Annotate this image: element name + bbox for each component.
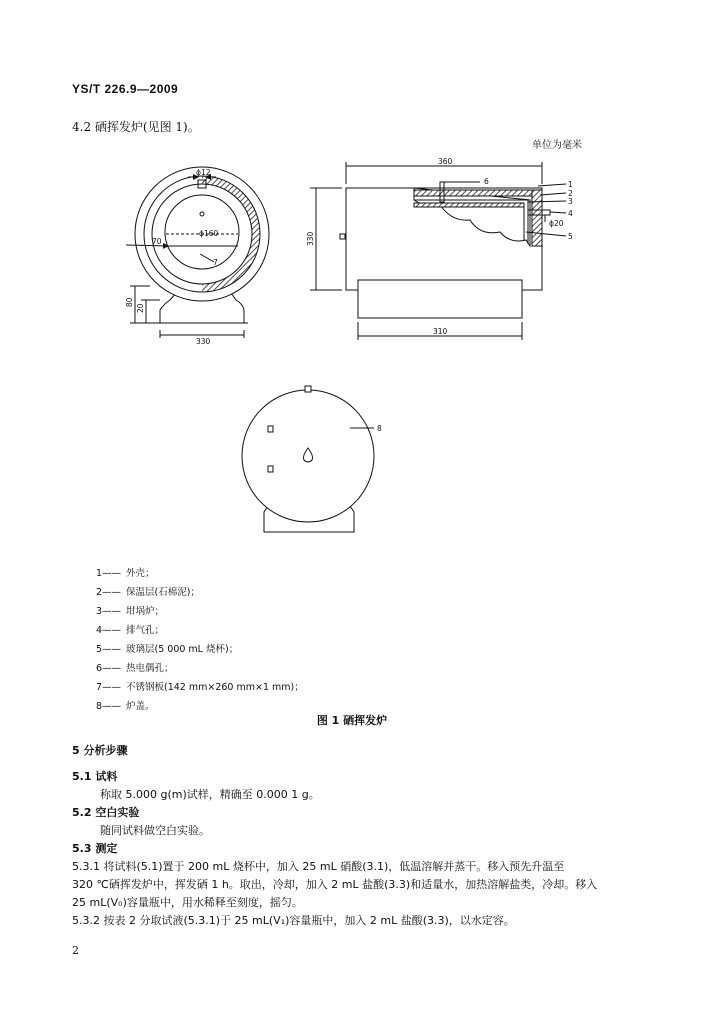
standard-number: YS/T 226.9—2009 bbox=[72, 82, 179, 96]
lid-view bbox=[242, 386, 374, 532]
legend-item: 5—— 玻璃层(5 000 mL 烧杯)； bbox=[96, 644, 239, 655]
legend-item: 7—— 不锈钢板(142 mm×260 mm×1 mm)； bbox=[96, 682, 304, 693]
section-5-3-1-line2: 320 ℃硒挥发炉中，挥发硒 1 h。取出，冷却，加入 2 mL 盐酸(3.3)和适量水，加热溶解盐类，冷却。移入 bbox=[72, 878, 598, 891]
callout-5: 5 bbox=[568, 232, 573, 241]
section-5-3-1-line1: 5.3.1 将试料(5.1)置于 200 mL 烧杯中，加入 25 mL 硝酸(3.1)，低温溶解并蒸干。移入预先升温至 bbox=[72, 860, 565, 873]
legend-item: 1—— 外壳； bbox=[96, 568, 155, 579]
callout-2: 2 bbox=[568, 189, 573, 198]
section-5-3-2-text: 5.3.2 按表 2 分取试液(5.3.1)于 25 mL(V₁)容量瓶中，加入 2 mL 盐酸(3.3)，以水定容。 bbox=[72, 914, 515, 927]
dim-310: 310 bbox=[433, 327, 448, 336]
legend-item: 8—— 炉盖。 bbox=[96, 701, 155, 712]
legend-item: 6—— 热电偶孔； bbox=[96, 663, 174, 674]
legend-item: 4—— 排气孔； bbox=[96, 625, 165, 636]
section-5-2-title: 5.2 空白实验 bbox=[72, 806, 140, 819]
callout-6: 6 bbox=[484, 177, 489, 186]
callout-3: 3 bbox=[568, 197, 573, 206]
legend-item: 3—— 坩埚炉； bbox=[96, 606, 165, 617]
callout-8: 8 bbox=[377, 424, 382, 433]
furnace-lid bbox=[242, 390, 374, 522]
section-5-3-title: 5.3 测定 bbox=[72, 842, 118, 855]
dim-80: 80 bbox=[125, 297, 134, 307]
section-4-2-title: 4.2 硒挥发炉(见图 1)。 bbox=[72, 120, 200, 134]
dim-330-width: 330 bbox=[196, 337, 211, 346]
dim-20: 20 bbox=[136, 303, 145, 313]
section-5-title: 5 分析步骤 bbox=[72, 744, 128, 757]
section-5-3-1-line3: 25 mL(V₀)容量瓶中，用水稀释至刻度，摇匀。 bbox=[72, 896, 303, 909]
side-view bbox=[310, 162, 566, 340]
front-view bbox=[126, 167, 269, 338]
figure-caption: 图 1 硒挥发炉 bbox=[316, 714, 388, 727]
page-number: 2 bbox=[72, 944, 79, 957]
dim-360: 360 bbox=[438, 157, 453, 166]
callout-7: 7 bbox=[213, 258, 218, 267]
dim-phi20: ϕ20 bbox=[549, 219, 564, 228]
unit-note: 单位为毫米 bbox=[532, 140, 582, 151]
section-5-2-text: 随同试料做空白实验。 bbox=[100, 824, 210, 837]
dim-phi160: ϕ160 bbox=[199, 229, 219, 238]
dim-330-height: 330 bbox=[306, 231, 315, 246]
dim-70: 70 bbox=[152, 237, 162, 246]
legend-item: 2—— 保温层(石棉泥)； bbox=[96, 587, 200, 598]
section-5-1-text: 称取 5.000 g(m)试样，精确至 0.000 1 g。 bbox=[100, 788, 320, 801]
section-5-1-title: 5.1 试料 bbox=[72, 770, 118, 783]
callout-1: 1 bbox=[568, 180, 573, 189]
dim-phi12: ϕ12 bbox=[196, 168, 211, 177]
callout-4: 4 bbox=[568, 209, 573, 218]
